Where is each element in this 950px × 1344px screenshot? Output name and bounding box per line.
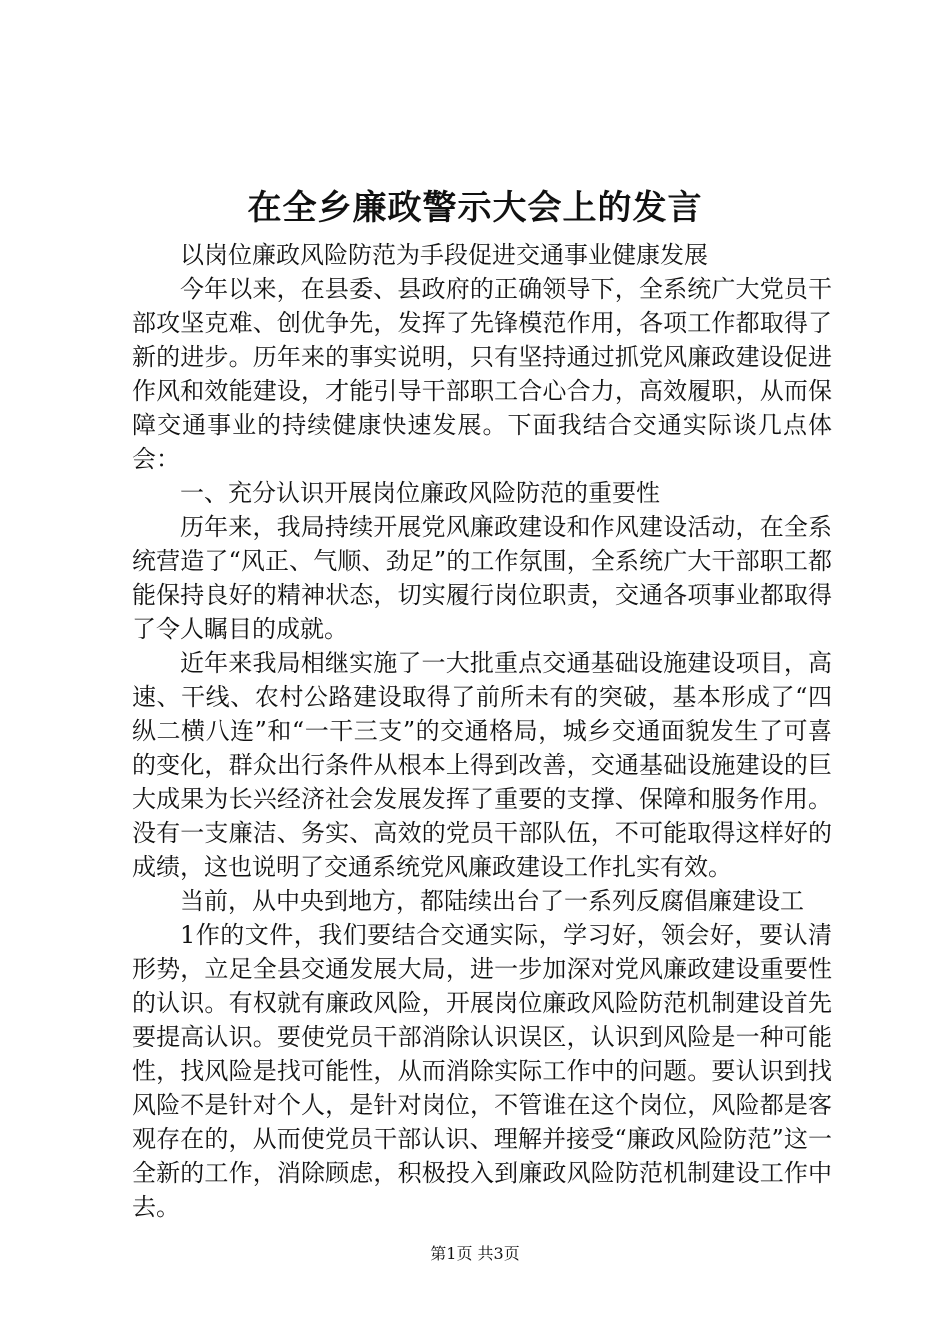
document-body [132, 238, 832, 1224]
body-paragraph: 1作的文件，我们要结合交通实际，学习好，领会好，要认清形势，立足全县交通发展大局，进一步加深对党风廉政建设重要性的认识。有权就有廉政风险，开展岗位廉政风险防范机制建设首先要提高认识。要使党员干部消除认识误区，认识到风险是一种可能性，找风险是找可能性，从而消除实际工作中的问题。要认识到找风险不是针对个人，是针对岗位，不管谁在这个岗位，风险都是客观存在的，从而使党员干部认识、理解并接受“廉政风险防范”这一全新的工作，消除顾虑，积极投入到廉政风险防范机制建设工作中去。 [132, 921, 832, 1221]
body-paragraph: 当前，从中央到地方，都陆续出台了一系列反腐倡廉建设工 [180, 887, 804, 915]
subtitle-paragraph: 以岗位廉政风险防范为手段促进交通事业健康发展 [180, 241, 708, 269]
body-paragraph: 近年来我局相继实施了一大批重点交通基础设施建设项目，高速、干线、农村公路建设取得了前所未有的突破，基本形成了“四纵二横八连”和“一干三支”的交通格局，城乡交通面貌发生了可喜的变化，群众出行条件从根本上得到改善，交通基础设施建设的巨大成果为长兴经济社会发展发挥了重要的支撑、保障和服务作用。没有一支廉洁、务实、高效的党员干部队伍，不可能取得这样好的成绩，这也说明了交通系统党风廉政建设工作扎实有效。 [132, 649, 832, 881]
document-title: 在全乡廉政警示大会上的发言 [247, 188, 703, 228]
body-paragraph: 历年来，我局持续开展党风廉政建设和作风建设活动，在全系统营造了“风正、气顺、劲足”的工作氛围，全系统广大干部职工都能保持良好的精神状态，切实履行岗位职责，交通各项事业都取得了令人瞩目的成就。 [132, 513, 832, 643]
page-footer: 第1页 共3页 [430, 1244, 520, 1263]
section-heading: 一、充分认识开展岗位廉政风险防范的重要性 [180, 479, 660, 507]
body-paragraph: 今年以来，在县委、县政府的正确领导下，全系统广大党员干部攻坚克难、创优争先，发挥了先锋模范作用，各项工作都取得了新的进步。历年来的事实说明，只有坚持通过抓党风廉政建设促进作风和效能建设，才能引导干部职工合心合力，高效履职，从而保障交通事业的持续健康快速发展。下面我结合交通实际谈几点体会： [132, 275, 832, 473]
